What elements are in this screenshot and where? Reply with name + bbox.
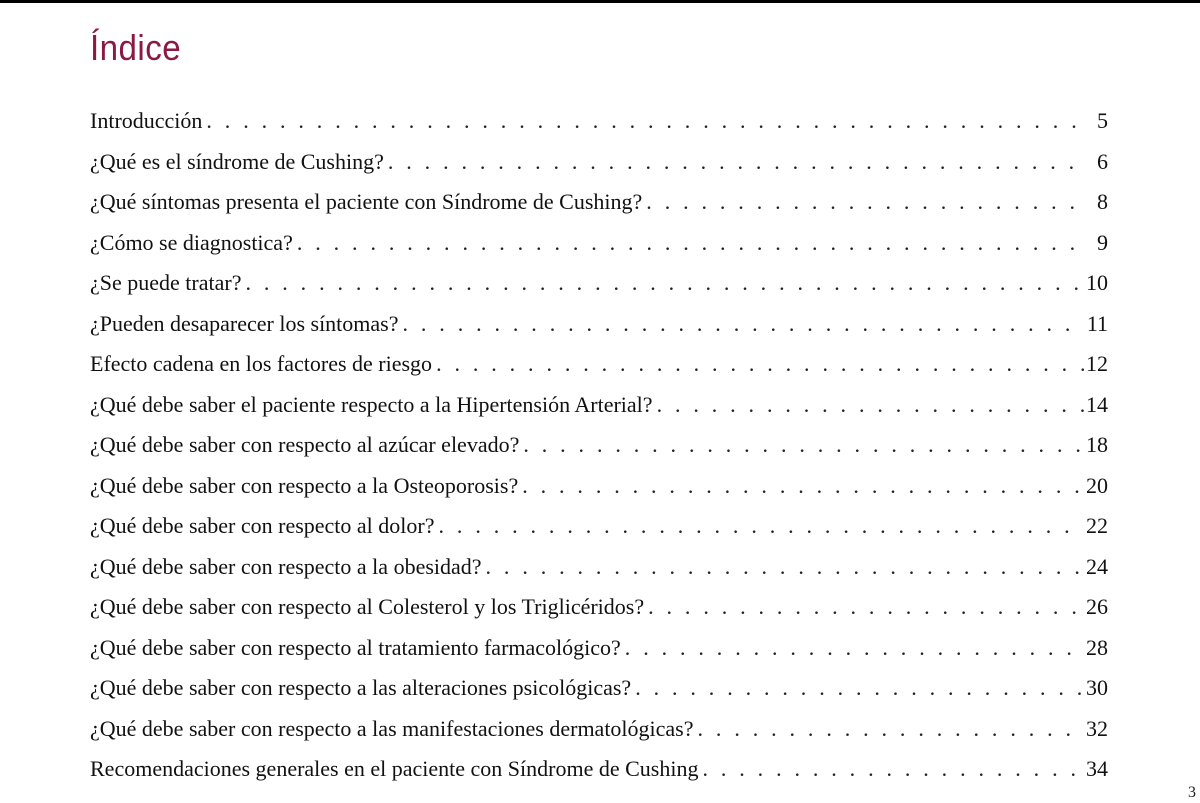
toc-dot-leader: [522, 466, 1084, 507]
toc-entry-page: 28: [1086, 634, 1108, 660]
toc-entry-label: ¿Qué debe saber con respecto al tratamiento farmacológico?: [90, 628, 625, 669]
toc-dot-leader: [245, 263, 1084, 304]
toc-dot-leader: [646, 182, 1084, 223]
toc-entry-label: Recomendaciones generales en el paciente con Síndrome de Cushing: [90, 749, 702, 790]
toc-entry-label: ¿Qué debe saber con respecto a las alteraciones psicológicas?: [90, 668, 635, 709]
toc-entry-label: ¿Se puede tratar?: [90, 263, 245, 304]
toc-entry-dolor[interactable]: [90, 506, 1108, 547]
toc-entry-efecto-cadena[interactable]: [90, 344, 1108, 385]
toc-dot-leader: [486, 547, 1084, 588]
toc-entry-label: ¿Qué síntomas presenta el paciente con Síndrome de Cushing?: [90, 182, 646, 223]
toc-dot-leader: [625, 628, 1084, 669]
toc-dot-leader: [439, 506, 1084, 547]
toc-entry-label: ¿Qué debe saber con respecto al Colesterol y los Triglicéridos?: [90, 587, 648, 628]
toc-entry-label: ¿Qué debe saber con respecto a la obesidad?: [90, 547, 486, 588]
toc-dot-leader: [436, 344, 1084, 385]
toc-entry-label: ¿Qué es el síndrome de Cushing?: [90, 142, 388, 183]
toc-entry-label: ¿Qué debe saber con respecto a las manifestaciones dermatológicas?: [90, 709, 698, 750]
toc-entry-page: 5: [1097, 108, 1108, 133]
toc-entry-que-es-sindrome[interactable]: [90, 142, 1108, 183]
toc-entry-page: 10: [1086, 270, 1108, 295]
toc-entry-page: 32: [1086, 715, 1108, 741]
toc-dot-leader: [635, 668, 1084, 709]
table-of-contents: [90, 101, 1108, 790]
toc-entry-label: ¿Cómo se diagnostica?: [90, 223, 297, 264]
toc-entry-manifestaciones-dermatologicas[interactable]: [90, 709, 1108, 750]
toc-entry-label: ¿Qué debe saber con respecto al azúcar elevado?: [90, 425, 523, 466]
toc-entry-label: Efecto cadena en los factores de riesgo: [90, 344, 436, 385]
toc-dot-leader: [698, 709, 1084, 750]
page-number: 3: [1188, 784, 1196, 801]
top-border-rule: [0, 0, 1200, 3]
toc-entry-page: 6: [1097, 148, 1108, 174]
toc-entry-sintomas[interactable]: [90, 182, 1108, 223]
toc-entry-label: ¿Qué debe saber con respecto al dolor?: [90, 506, 439, 547]
toc-entry-page: 9: [1097, 229, 1108, 255]
toc-entry-label: ¿Pueden desaparecer los síntomas?: [90, 304, 403, 345]
toc-entry-label: ¿Qué debe saber el paciente respecto a la Hipertensión Arterial?: [90, 385, 657, 426]
toc-entry-label: ¿Qué debe saber con respecto a la Osteoporosis?: [90, 466, 522, 507]
toc-dot-leader: [657, 385, 1084, 426]
toc-entry-colesterol[interactable]: [90, 587, 1108, 628]
toc-entry-introduccion[interactable]: [90, 101, 1108, 142]
toc-dot-leader: [388, 142, 1084, 183]
toc-dot-leader: [523, 425, 1084, 466]
toc-entry-label: Introducción: [90, 101, 206, 142]
toc-entry-page: 12: [1086, 351, 1108, 376]
toc-entry-azucar-elevado[interactable]: [90, 425, 1108, 466]
toc-entry-tratamiento-farmacologico[interactable]: [90, 628, 1108, 669]
toc-entry-recomendaciones-generales[interactable]: [90, 749, 1108, 790]
toc-entry-page: 20: [1086, 472, 1108, 498]
toc-entry-page: 14: [1086, 391, 1108, 417]
toc-entry-page: 24: [1086, 553, 1108, 579]
page-title: Índice: [90, 27, 182, 68]
toc-entry-alteraciones-psicologicas[interactable]: [90, 668, 1108, 709]
toc-dot-leader: [648, 587, 1084, 628]
toc-dot-leader: [702, 749, 1084, 790]
toc-entry-osteoporosis[interactable]: [90, 466, 1108, 507]
toc-entry-desaparecer-sintomas[interactable]: [90, 304, 1108, 345]
toc-dot-leader: [403, 304, 1085, 345]
toc-dot-leader: [297, 223, 1084, 264]
toc-entry-tratar[interactable]: [90, 263, 1108, 304]
toc-entry-diagnostico[interactable]: [90, 223, 1108, 264]
toc-entry-page: 18: [1086, 432, 1108, 457]
toc-entry-page: 34: [1086, 756, 1108, 781]
toc-entry-page: 30: [1086, 675, 1108, 700]
toc-entry-page: 8: [1097, 189, 1108, 214]
toc-dot-leader: [206, 101, 1084, 142]
toc-entry-obesidad[interactable]: [90, 547, 1108, 588]
toc-entry-hipertension[interactable]: [90, 385, 1108, 426]
toc-entry-page: 11: [1086, 310, 1108, 336]
toc-entry-page: 22: [1086, 513, 1108, 538]
toc-entry-page: 26: [1086, 594, 1108, 619]
